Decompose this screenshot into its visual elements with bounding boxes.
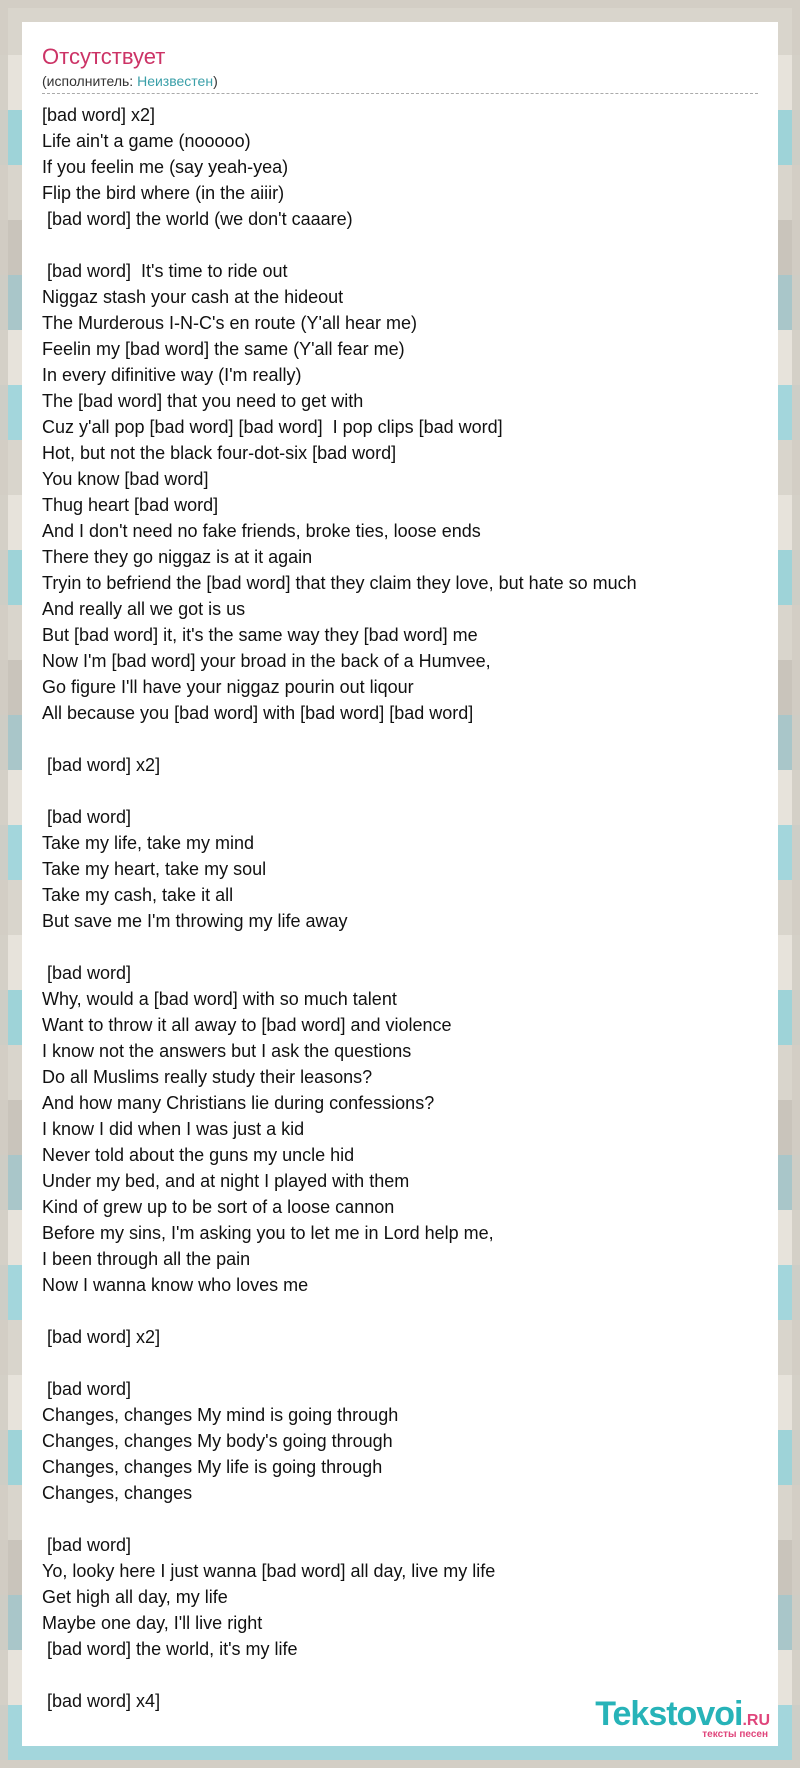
lyric-line: Want to throw it all away to [bad word] and violence — [42, 1015, 452, 1035]
lyric-line — [42, 1662, 758, 1688]
lyric-line: Now I'm [bad word] your broad in the back of a Humvee, — [42, 651, 491, 671]
lyric-line: Why, would a [bad word] with so much talent — [42, 989, 397, 1009]
lyric-line: You know [bad word] — [42, 469, 209, 489]
lyric-line: Changes, changes My body's going through — [42, 1431, 393, 1451]
lyric-line: Life ain't a game (nooooo) — [42, 131, 251, 151]
lyric-line — [42, 726, 758, 752]
lyric-line — [42, 232, 758, 258]
site-logo[interactable] — [595, 1697, 770, 1740]
lyric-line: [bad word] It's time to ride out — [42, 261, 288, 281]
header-divider — [42, 93, 758, 94]
lyric-line: [bad word] the world, it's my life — [42, 1639, 298, 1659]
lyric-line: All because you [bad word] with [bad word] [bad word] — [42, 703, 474, 723]
lyric-line: Changes, changes — [42, 1483, 193, 1503]
lyric-line: And really all we got is us — [42, 599, 246, 619]
lyric-line: Flip the bird where (in the aiiir) — [42, 183, 285, 203]
lyric-line: Now I wanna know who loves me — [42, 1275, 309, 1295]
lyric-line: I know I did when I was just a kid — [42, 1119, 305, 1139]
logo-subtitle: тексты песен — [702, 1729, 768, 1740]
lyric-line: [bad word] x2] — [42, 1327, 161, 1347]
lyric-line: [bad word] — [42, 807, 132, 827]
lyric-line: Maybe one day, I'll live right — [42, 1613, 263, 1633]
song-title: Отсутствует — [42, 44, 166, 69]
lyric-line: But save me I'm throwing my life away — [42, 911, 348, 931]
logo-tld: .RU — [742, 1712, 770, 1729]
lyric-line: [bad word] x2] — [42, 755, 161, 775]
lyric-line: Thug heart [bad word] — [42, 495, 219, 515]
lyric-line: In every difinitive way (I'm really) — [42, 365, 302, 385]
lyric-line — [42, 934, 758, 960]
artist-line — [42, 72, 758, 90]
lyric-line: [bad word] — [42, 963, 132, 983]
lyric-line: Take my heart, take my soul — [42, 859, 267, 879]
artist-suffix: ) — [213, 73, 218, 89]
lyric-line: Tryin to befriend the [bad word] that they claim they love, but hate so much — [42, 573, 637, 593]
lyric-line — [42, 1350, 758, 1376]
lyric-line: Get high all day, my life — [42, 1587, 228, 1607]
lyric-line: [bad word] — [42, 1535, 132, 1555]
lyric-line: Take my cash, take it all — [42, 885, 234, 905]
lyric-line: Changes, changes My mind is going through — [42, 1405, 399, 1425]
lyric-line: Changes, changes My life is going through — [42, 1457, 383, 1477]
lyric-line: The [bad word] that you need to get with — [42, 391, 364, 411]
lyric-line: If you feelin me (say yeah-yea) — [42, 157, 289, 177]
lyric-line: Cuz y'all pop [bad word] [bad word] I pop clips [bad word] — [42, 417, 503, 437]
lyric-line: Under my bed, and at night I played with them — [42, 1171, 410, 1191]
lyrics-text — [42, 102, 758, 1714]
lyric-line: I been through all the pain — [42, 1249, 251, 1269]
lyric-line: Yo, looky here I just wanna [bad word] all day, live my life — [42, 1561, 496, 1581]
lyric-line: [bad word] x2] — [42, 105, 156, 125]
lyric-line: There they go niggaz is at it again — [42, 547, 313, 567]
lyric-line: [bad word] the world (we don't caaare) — [42, 209, 353, 229]
lyric-line — [42, 1506, 758, 1532]
lyric-line: Hot, but not the black four-dot-six [bad word] — [42, 443, 397, 463]
lyric-line: Take my life, take my mind — [42, 833, 255, 853]
lyric-line: I know not the answers but I ask the questions — [42, 1041, 412, 1061]
lyric-line: Do all Muslims really study their leasons? — [42, 1067, 373, 1087]
lyric-line: [bad word] — [42, 1379, 132, 1399]
artist-prefix: (исполнитель: — [42, 73, 138, 89]
lyric-line: Never told about the guns my uncle hid — [42, 1145, 355, 1165]
logo-wordmark: Tekstovoi — [595, 1695, 743, 1733]
lyric-line: And how many Christians lie during confessions? — [42, 1093, 435, 1113]
lyric-line: But [bad word] it, it's the same way they [bad word] me — [42, 625, 478, 645]
lyric-line: The Murderous I-N-C's en route (Y'all hear me) — [42, 313, 418, 333]
lyric-line: [bad word] x4] — [42, 1691, 161, 1711]
lyric-line — [42, 1298, 758, 1324]
lyric-line: Feelin my [bad word] the same (Y'all fear me) — [42, 339, 405, 359]
lyric-line — [42, 778, 758, 804]
lyric-line: And I don't need no fake friends, broke ties, loose ends — [42, 521, 481, 541]
lyric-line: Go figure I'll have your niggaz pourin out liqour — [42, 677, 414, 697]
artist-link[interactable]: Неизвестен — [137, 73, 214, 89]
lyric-line: Before my sins, I'm asking you to let me in Lord help me, — [42, 1223, 494, 1243]
lyric-line: Kind of grew up to be sort of a loose cannon — [42, 1197, 395, 1217]
lyrics-card — [22, 22, 778, 1746]
lyric-line: Niggaz stash your cash at the hideout — [42, 287, 344, 307]
